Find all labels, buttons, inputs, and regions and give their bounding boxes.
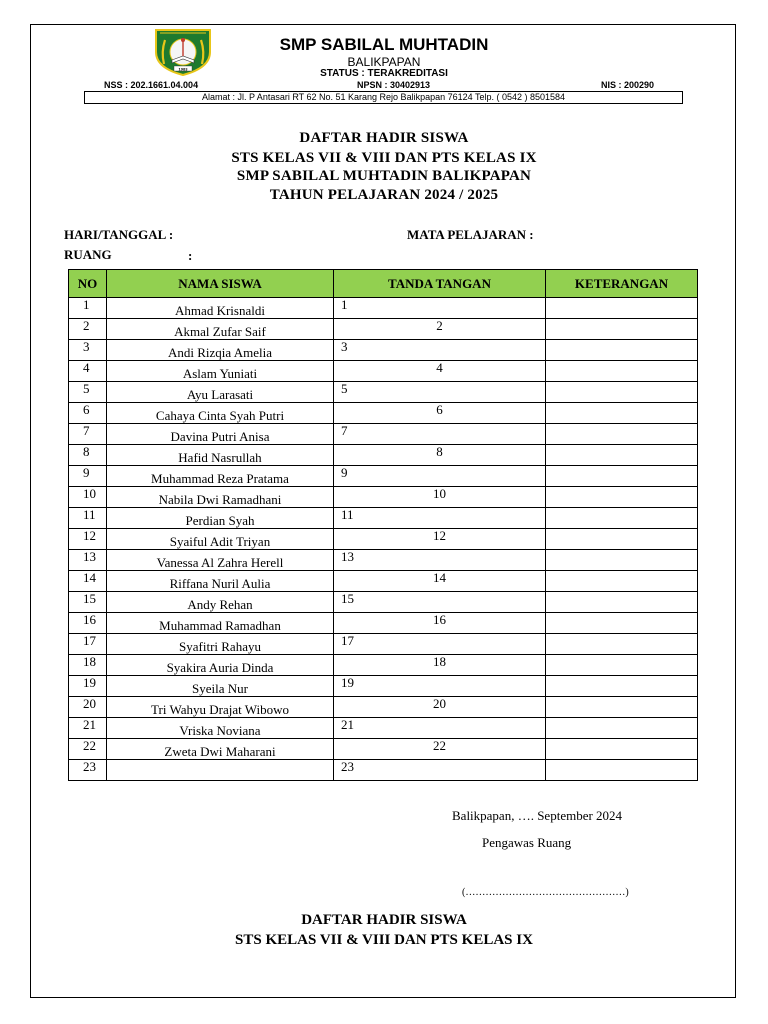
document-title-line-3: SMP SABILAL MUHTADIN BALIKPAPAN bbox=[236, 168, 532, 184]
signature-cell[interactable]: 1 bbox=[334, 298, 546, 319]
note-cell[interactable] bbox=[546, 739, 698, 760]
table-row bbox=[69, 655, 698, 676]
table-row bbox=[69, 697, 698, 718]
student-name: Perdian Syah bbox=[107, 508, 334, 529]
row-number: 7 bbox=[69, 424, 107, 445]
nss-number: NSS : 202.1661.04.004 bbox=[104, 80, 199, 90]
table-row bbox=[69, 760, 698, 781]
signature-cell[interactable]: 15 bbox=[334, 592, 546, 613]
row-number: 19 bbox=[69, 676, 107, 697]
signature-cell[interactable]: 13 bbox=[334, 550, 546, 571]
table-row bbox=[69, 424, 698, 445]
signature-cell[interactable]: 5 bbox=[334, 382, 546, 403]
row-number: 20 bbox=[69, 697, 107, 718]
note-cell[interactable] bbox=[546, 676, 698, 697]
table-row bbox=[69, 445, 698, 466]
signature-cell[interactable]: 20 bbox=[334, 697, 546, 718]
table-row bbox=[69, 718, 698, 739]
student-name: Aslam Yuniati bbox=[107, 361, 334, 382]
signature-cell[interactable]: 12 bbox=[334, 529, 546, 550]
col-header-keterangan: KETERANGAN bbox=[546, 270, 698, 298]
table-row bbox=[69, 487, 698, 508]
student-name: Riffana Nuril Aulia bbox=[107, 571, 334, 592]
note-cell[interactable] bbox=[546, 592, 698, 613]
student-name: Syaiful Adit Triyan bbox=[107, 529, 334, 550]
row-number: 2 bbox=[69, 319, 107, 340]
student-name: Vriska Noviana bbox=[107, 718, 334, 739]
row-number: 17 bbox=[69, 634, 107, 655]
row-number: 22 bbox=[69, 739, 107, 760]
signature-cell[interactable]: 3 bbox=[334, 340, 546, 361]
table-row bbox=[69, 340, 698, 361]
row-number: 6 bbox=[69, 403, 107, 424]
note-cell[interactable] bbox=[546, 760, 698, 781]
table-row bbox=[69, 676, 698, 697]
note-cell[interactable] bbox=[546, 655, 698, 676]
note-cell[interactable] bbox=[546, 382, 698, 403]
row-number: 9 bbox=[69, 466, 107, 487]
row-number: 11 bbox=[69, 508, 107, 529]
student-name: Andi Rizqia Amelia bbox=[107, 340, 334, 361]
col-header-nama-siswa: NAMA SISWA bbox=[107, 270, 334, 298]
table-header-row bbox=[69, 270, 698, 298]
signature-cell[interactable]: 7 bbox=[334, 424, 546, 445]
signature-cell[interactable]: 8 bbox=[334, 445, 546, 466]
signature-cell[interactable]: 18 bbox=[334, 655, 546, 676]
note-cell[interactable] bbox=[546, 487, 698, 508]
signature-cell[interactable]: 2 bbox=[334, 319, 546, 340]
student-name: Ahmad Krisnaldi bbox=[107, 298, 334, 319]
school-address: Alamat : Jl. P Antasari RT 62 No. 51 Karang Rejo Balikpapan 76124 Telp. ( 0542 ) 8501584 bbox=[84, 91, 683, 104]
note-cell[interactable] bbox=[546, 634, 698, 655]
table-row bbox=[69, 634, 698, 655]
row-number: 5 bbox=[69, 382, 107, 403]
note-cell[interactable] bbox=[546, 550, 698, 571]
student-name: Davina Putri Anisa bbox=[107, 424, 334, 445]
accreditation-status: STATUS : TERAKREDITASI bbox=[320, 68, 448, 79]
ruang-colon: : bbox=[188, 248, 193, 263]
supervisor-label: Pengawas Ruang bbox=[482, 835, 572, 850]
signature-cell[interactable]: 16 bbox=[334, 613, 546, 634]
student-name: Andy Rehan bbox=[107, 592, 334, 613]
table-row bbox=[69, 319, 698, 340]
table-row bbox=[69, 550, 698, 571]
student-name bbox=[107, 760, 334, 781]
place-date: Balikpapan, …. September 2024 bbox=[452, 808, 623, 823]
signature-cell[interactable]: 6 bbox=[334, 403, 546, 424]
supervisor-signature-line: (…………………………………………) bbox=[462, 887, 629, 898]
school-name: SMP SABILAL MUHTADIN bbox=[279, 35, 489, 54]
col-header-tanda-tangan: TANDA TANGAN bbox=[334, 270, 546, 298]
hari-tanggal-label: HARI/TANGGAL : bbox=[64, 227, 174, 242]
student-name: Tri Wahyu Drajat Wibowo bbox=[107, 697, 334, 718]
row-number: 18 bbox=[69, 655, 107, 676]
student-name: Ayu Larasati bbox=[107, 382, 334, 403]
note-cell[interactable] bbox=[546, 697, 698, 718]
npsn-number: NPSN : 30402913 bbox=[357, 80, 431, 90]
row-number: 8 bbox=[69, 445, 107, 466]
row-number: 4 bbox=[69, 361, 107, 382]
table-row bbox=[69, 508, 698, 529]
signature-cell[interactable]: 21 bbox=[334, 718, 546, 739]
nis-number: NIS : 200290 bbox=[601, 80, 655, 90]
table-row bbox=[69, 361, 698, 382]
student-name: Muhammad Ramadhan bbox=[107, 613, 334, 634]
row-number: 16 bbox=[69, 613, 107, 634]
note-cell[interactable] bbox=[546, 403, 698, 424]
table-row bbox=[69, 298, 698, 319]
next-page-title-line-1: DAFTAR HADIR SISWA bbox=[301, 912, 467, 928]
row-number: 23 bbox=[69, 760, 107, 781]
attendance-table bbox=[68, 269, 698, 781]
row-number: 1 bbox=[69, 298, 107, 319]
note-cell[interactable] bbox=[546, 466, 698, 487]
note-cell[interactable] bbox=[546, 340, 698, 361]
note-cell[interactable] bbox=[546, 298, 698, 319]
note-cell[interactable] bbox=[546, 613, 698, 634]
note-cell[interactable] bbox=[546, 361, 698, 382]
signature-cell[interactable]: 9 bbox=[334, 466, 546, 487]
row-number: 14 bbox=[69, 571, 107, 592]
attendance-rows bbox=[69, 298, 698, 781]
row-number: 10 bbox=[69, 487, 107, 508]
document-title-line-1: DAFTAR HADIR SISWA bbox=[299, 130, 469, 146]
signature-cell[interactable]: 23 bbox=[334, 760, 546, 781]
mata-pelajaran-label: MATA PELAJARAN : bbox=[407, 227, 534, 242]
student-name: Muhammad Reza Pratama bbox=[107, 466, 334, 487]
ruang-label: RUANG bbox=[64, 247, 112, 262]
document-title-line-2: STS KELAS VII & VIII DAN PTS KELAS IX bbox=[231, 150, 537, 166]
table-row bbox=[69, 592, 698, 613]
note-cell[interactable] bbox=[546, 571, 698, 592]
row-number: 15 bbox=[69, 592, 107, 613]
note-cell[interactable] bbox=[546, 718, 698, 739]
table-row bbox=[69, 382, 698, 403]
row-number: 12 bbox=[69, 529, 107, 550]
student-name: Vanessa Al Zahra Herell bbox=[107, 550, 334, 571]
school-city: BALIKPAPAN bbox=[347, 55, 421, 69]
note-cell[interactable] bbox=[546, 508, 698, 529]
student-name: Zweta Dwi Maharani bbox=[107, 739, 334, 760]
student-name: Syakira Auria Dinda bbox=[107, 655, 334, 676]
signature-cell[interactable]: 4 bbox=[334, 361, 546, 382]
signature-cell[interactable]: 19 bbox=[334, 676, 546, 697]
note-cell[interactable] bbox=[546, 529, 698, 550]
table-row bbox=[69, 529, 698, 550]
table-row bbox=[69, 739, 698, 760]
note-cell[interactable] bbox=[546, 445, 698, 466]
signature-cell[interactable]: 14 bbox=[334, 571, 546, 592]
logo-year: 1983 bbox=[178, 66, 188, 72]
note-cell[interactable] bbox=[546, 319, 698, 340]
student-name: Nabila Dwi Ramadhani bbox=[107, 487, 334, 508]
next-page-title-line-2: STS KELAS VII & VIII DAN PTS KELAS IX bbox=[235, 932, 533, 948]
table-row bbox=[69, 613, 698, 634]
signature-cell[interactable]: 17 bbox=[334, 634, 546, 655]
row-number: 21 bbox=[69, 718, 107, 739]
table-row bbox=[69, 466, 698, 487]
col-header-no: NO bbox=[69, 270, 107, 298]
signature-cell[interactable]: 22 bbox=[334, 739, 546, 760]
row-number: 3 bbox=[69, 340, 107, 361]
student-name: Hafid Nasrullah bbox=[107, 445, 334, 466]
student-name: Syeila Nur bbox=[107, 676, 334, 697]
document-title-line-4: TAHUN PELAJARAN 2024 / 2025 bbox=[269, 187, 499, 203]
note-cell[interactable] bbox=[546, 424, 698, 445]
signature-cell[interactable]: 11 bbox=[334, 508, 546, 529]
student-name: Cahaya Cinta Syah Putri bbox=[107, 403, 334, 424]
row-number: 13 bbox=[69, 550, 107, 571]
signature-cell[interactable]: 10 bbox=[334, 487, 546, 508]
table-row bbox=[69, 403, 698, 424]
student-name: Syafitri Rahayu bbox=[107, 634, 334, 655]
student-name: Akmal Zufar Saif bbox=[107, 319, 334, 340]
table-row bbox=[69, 571, 698, 592]
